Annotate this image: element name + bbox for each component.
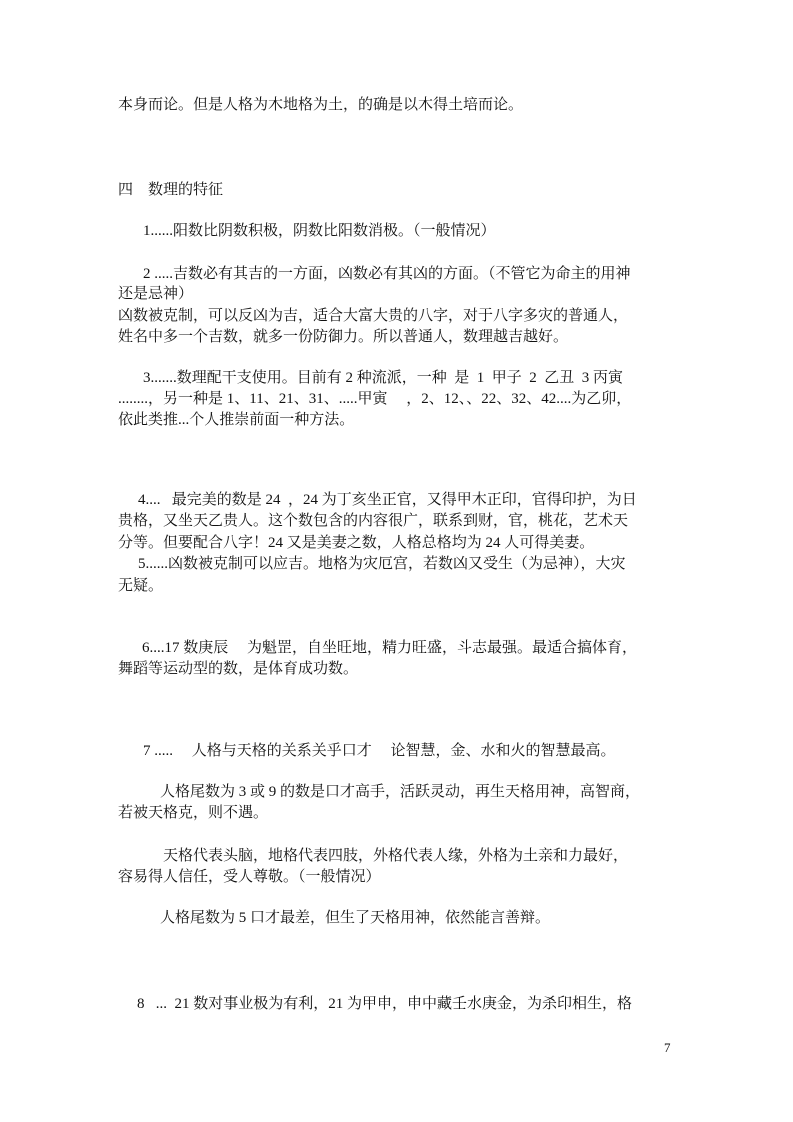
- text-line: 依此类推...个人推崇前面一种方法。: [118, 412, 355, 428]
- text-line: 姓名中多一个吉数，就多一份防御力。所以普通人，数理越吉越好。: [118, 329, 569, 345]
- text-line: 人格尾数为 3 或 9 的数是口才高手，活跃灵动，再生天格用神，高智商，: [160, 784, 641, 800]
- text-line: 本身而论。但是人格为木地格为土，的确是以木得土培而论。: [118, 97, 524, 113]
- text-line: 无疑。: [118, 578, 164, 594]
- text-line: 凶数被克制，可以反凶为吉，适合大富大贵的八字，对于八字多灾的普通人，: [118, 308, 629, 324]
- text-line: 还是忌神）: [118, 286, 194, 302]
- section-heading: 四 数理的特征: [118, 182, 224, 198]
- text-line: 6....17 数庚辰 为魁罡，自坐旺地，精力旺盛，斗志最强。最适合搞体育，: [142, 640, 638, 656]
- text-line: 容易得人信任，受人尊敬。（一般情况）: [118, 869, 381, 885]
- text-line: 7 ..... 人格与天格的关系关乎口才 论智慧，金、水和火的智慧最高。: [143, 743, 616, 759]
- text-line: 4.... 最完美的数是 24 ，24 为丁亥坐正官，又得甲木正印，官得印护，为日: [138, 492, 637, 508]
- text-line: 天格代表头脑，地格代表四肢，外格代表人缘，外格为土亲和力最好，: [163, 848, 629, 864]
- text-line: 分等。但要配合八字！24 又是美妻之数，人格总格均为 24 人可得美妻。: [118, 535, 595, 551]
- text-line: 8 ... 21 数对事业极为有利，21 为甲申，申中藏壬水庚金，为杀印相生，格: [137, 996, 633, 1012]
- text-line: 1......阳数比阴数积极，阴数比阳数消极。（一般情况）: [143, 223, 496, 239]
- text-line: 贵格，又坐天乙贵人。这个数包含的内容很广，联系到财，官，桃花，艺术天: [118, 513, 629, 529]
- text-line: 5......凶数被克制可以应吉。地格为灾厄宫，若数凶又受生（为忌神），大灾: [138, 556, 626, 572]
- text-line: 3.......数理配干支使用。目前有 2 种流派，一种 是 1 甲子 2 乙丑 3 丙寅: [143, 370, 624, 386]
- page-number: 7: [664, 1040, 671, 1055]
- text-line: 若被天格克，则不遇。: [118, 805, 269, 821]
- text-line: 舞蹈等运动型的数，是体育成功数。: [118, 661, 359, 677]
- text-line: ........，另一种是 1、11、21、31、.....甲寅 ，2、12、、22、32、42....为乙卯，: [118, 391, 632, 407]
- text-line: 2 .....吉数必有其吉的一方面，凶数必有其凶的方面。（不管它为命主的用神: [143, 266, 631, 282]
- text-line: 人格尾数为 5 口才最差，但生了天格用神，依然能言善辩。: [160, 910, 551, 926]
